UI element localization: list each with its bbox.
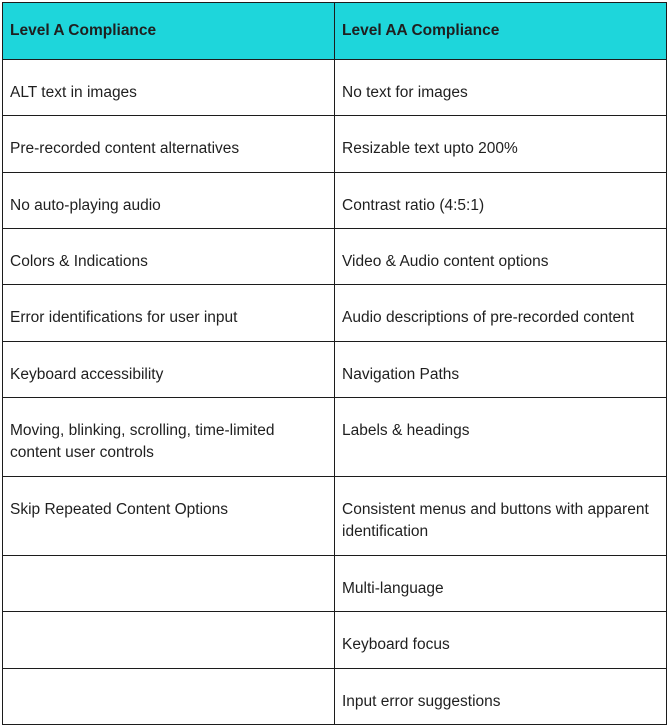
header-row xyxy=(3,3,667,60)
level-aa-cell: Navigation Paths xyxy=(335,342,667,398)
level-a-cell: Keyboard accessibility xyxy=(3,342,335,398)
level-aa-cell: Consistent menus and buttons with apparent identification xyxy=(335,477,667,556)
level-a-cell xyxy=(3,669,335,725)
level-aa-cell: Labels & headings xyxy=(335,398,667,477)
table-row xyxy=(3,556,667,612)
table-row xyxy=(3,398,667,477)
level-aa-cell: Keyboard focus xyxy=(335,612,667,669)
table-header xyxy=(3,3,667,60)
level-aa-cell: Contrast ratio (4:5:1) xyxy=(335,173,667,229)
level-aa-cell: Video & Audio content options xyxy=(335,229,667,285)
level-a-cell: No auto-playing audio xyxy=(3,173,335,229)
table-row xyxy=(3,342,667,398)
table-row xyxy=(3,669,667,725)
table-row xyxy=(3,229,667,285)
level-a-cell xyxy=(3,556,335,612)
table-row xyxy=(3,285,667,342)
level-aa-cell: Resizable text upto 200% xyxy=(335,116,667,173)
level-a-cell: Skip Repeated Content Options xyxy=(3,477,335,556)
level-aa-cell: No text for images xyxy=(335,60,667,116)
table-row xyxy=(3,60,667,116)
table-row xyxy=(3,173,667,229)
table-row xyxy=(3,612,667,669)
level-a-cell: Moving, blinking, scrolling, time-limited content user controls xyxy=(3,398,335,477)
level-aa-cell: Audio descriptions of pre-recorded content xyxy=(335,285,667,342)
level-a-cell: Colors & Indications xyxy=(3,229,335,285)
level-aa-cell: Input error suggestions xyxy=(335,669,667,725)
compliance-table xyxy=(2,2,667,725)
table-body xyxy=(3,60,667,725)
header-level-a: Level A Compliance xyxy=(3,3,335,60)
level-aa-cell: Multi-language xyxy=(335,556,667,612)
level-a-cell: Pre-recorded content alternatives xyxy=(3,116,335,173)
table-row xyxy=(3,477,667,556)
level-a-cell xyxy=(3,612,335,669)
level-a-cell: Error identifications for user input xyxy=(3,285,335,342)
header-level-aa: Level AA Compliance xyxy=(335,3,667,60)
level-a-cell: ALT text in images xyxy=(3,60,335,116)
table-row xyxy=(3,116,667,173)
